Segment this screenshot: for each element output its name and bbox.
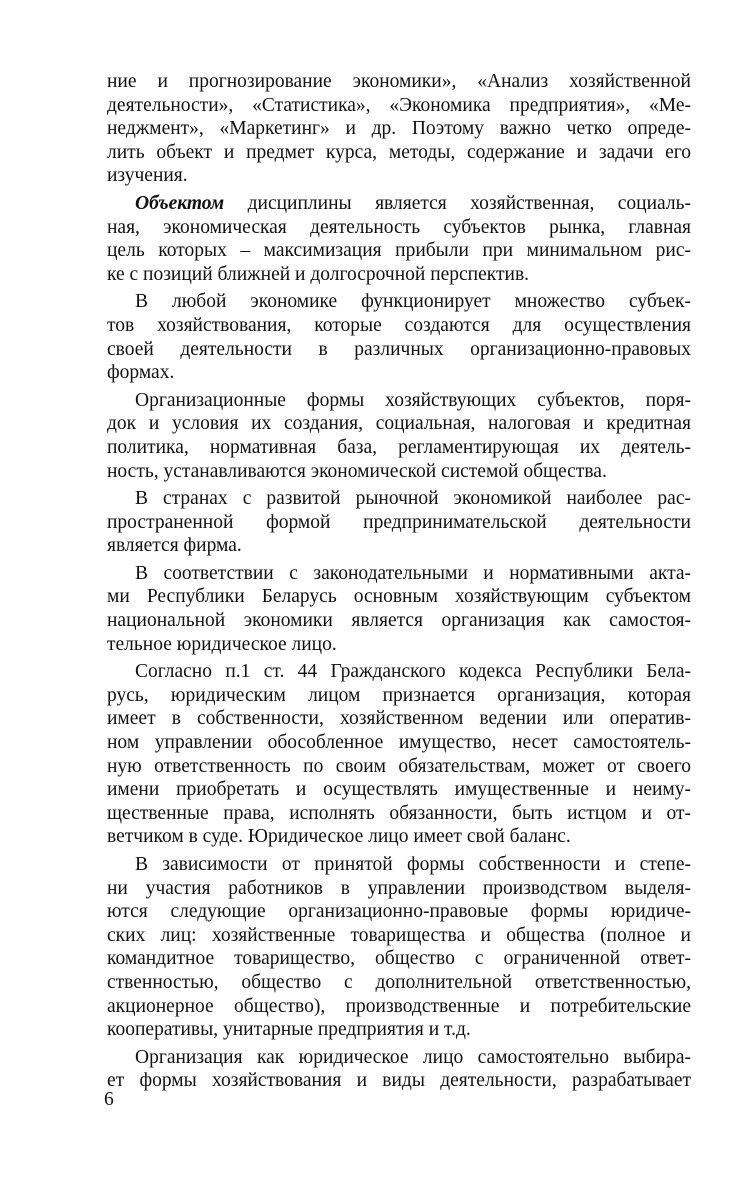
paragraph — [107, 290, 691, 384]
text-line: цель которых – максимизация прибыли при минимальном рис- — [107, 240, 691, 262]
text-line: ветчиком в суде. Юридическое лицо имеет свой баланс. — [107, 826, 571, 848]
text-line: В соответствии с законодательными и нормативными акта- — [135, 562, 691, 584]
text-line: акционерное общество), производственные и потребительские — [107, 995, 691, 1017]
text-line: ми Республики Беларусь основным хозяйствующим субъектом — [107, 586, 691, 608]
text-line: В любой экономике функционирует множество субъек- — [135, 291, 691, 313]
text-line: ственностью, общество с дополнительной ответственностью, — [107, 971, 691, 993]
text-line: ную ответственность по своим обязательствам, может от своего — [107, 755, 691, 777]
text-line: док и условия их создания, социальная, налоговая и кредитная — [107, 413, 691, 435]
text-line: своей деятельности в различных организационно-правовых — [107, 338, 691, 360]
text-line: изучения. — [107, 165, 188, 187]
text-line: В странах с развитой рыночной экономикой наиболее рас- — [135, 488, 691, 510]
text-line: политика, нормативная база, регламентирующая их деятель- — [107, 436, 691, 458]
text-line: Согласно п.1 ст. 44 Гражданского кодекса Республики Бела- — [135, 661, 691, 683]
text-line — [107, 192, 691, 216]
text-line: щественные права, исполнять обязанности, быть истцом и от- — [107, 802, 691, 824]
text-line: ются следующие организационно-правовые формы юридиче- — [107, 901, 691, 923]
text-line: национальной экономики является организация как самостоя- — [107, 610, 691, 632]
text-line: формах. — [107, 362, 175, 384]
text-line: В зависимости от принятой формы собственности и степе- — [135, 854, 691, 875]
paragraph-continuation — [107, 70, 691, 188]
text-line: Организационные формы хозяйствующих субъектов, поря- — [135, 389, 691, 411]
page-number: 6 — [104, 1089, 114, 1110]
text-line: лить объект и предмет курса, методы, содержание и задачи его — [107, 141, 691, 163]
text-line: ность, устанавливаются экономической системой общества. — [107, 460, 607, 482]
text-line: неджмент», «Маркетинг» и др. Поэтому важно четко опреде- — [107, 118, 691, 140]
text-line: ке с позиций ближней и долгосрочной перспектив. — [107, 263, 530, 285]
page-body — [107, 70, 691, 1093]
emphasized-term: Объектом — [135, 192, 225, 214]
paragraph — [107, 660, 691, 849]
text-line: тельное юридическое лицо. — [107, 633, 337, 655]
text-fragment: дисциплины является хозяйственная, социаль- — [224, 192, 691, 214]
text-line: русь, юридическим лицом признается организация, которая — [107, 684, 691, 706]
text-line: ная, экономическая деятельность субъектов рынка, главная — [107, 216, 691, 238]
text-line: Организация как юридическое лицо самостоятельно выбира- — [135, 1046, 691, 1068]
text-line: ние и прогнозирование экономики», «Анализ хозяйственной — [107, 71, 691, 92]
text-line: является фирма. — [107, 535, 242, 557]
text-line: командитное товарищество, общество с ограниченной ответ- — [107, 948, 691, 970]
paragraph — [107, 562, 691, 656]
text-line: ни участия работников в управлении производством выделя- — [107, 877, 691, 899]
text-line: имеет в собственности, хозяйственном ведении или оператив- — [107, 708, 691, 730]
text-line: ном управлении обособленное имущество, несет самостоятель- — [107, 732, 691, 754]
paragraph — [107, 487, 691, 558]
text-line: ет формы хозяйствования и виды деятельности, разрабатывает — [107, 1070, 691, 1092]
text-line: кооперативы, унитарные предприятия и т.д. — [107, 1019, 471, 1041]
text-line: деятельности», «Статистика», «Экономика предприятия», «Ме- — [107, 94, 691, 116]
text-line: ских лиц: хозяйственные товарищества и общества (полное и — [107, 924, 691, 946]
paragraph — [107, 1046, 691, 1093]
paragraph — [107, 853, 691, 1042]
paragraph-object-definition — [107, 192, 691, 286]
text-line: имени приобретать и осуществлять имущественные и неиму- — [107, 779, 691, 801]
text-line: тов хозяйствования, которые создаются для осуществления — [107, 314, 691, 336]
paragraph — [107, 389, 691, 483]
text-line: пространенной формой предпринимательской деятельности — [107, 511, 691, 533]
